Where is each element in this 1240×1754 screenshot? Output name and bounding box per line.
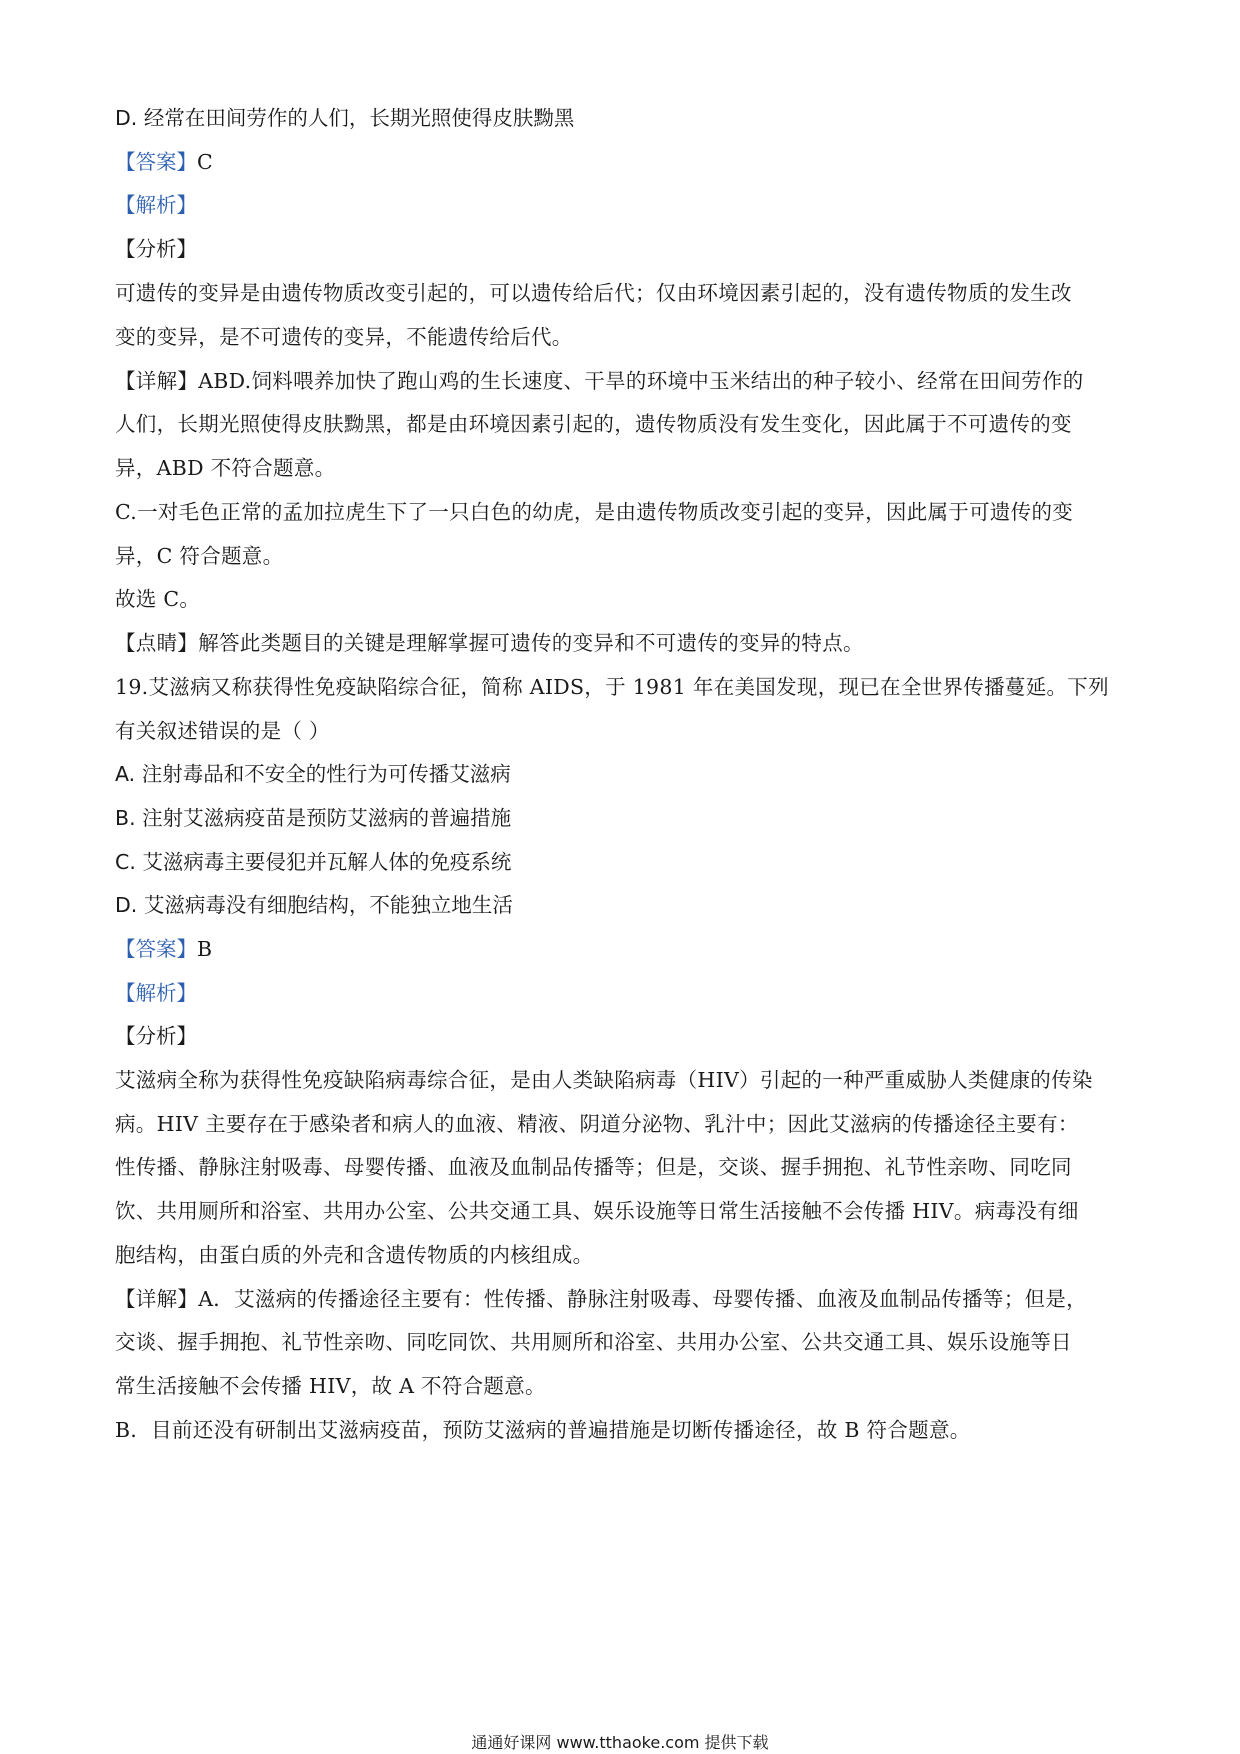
q18-answer bbox=[115, 148, 213, 176]
q19-detail-line: B．目前还没有研制出艾滋病疫苗，预防艾滋病的普遍措施是切断传播途径，故 B 符合题意。 bbox=[115, 1418, 971, 1442]
q19-fenxi-label: 【分析】 bbox=[115, 1024, 197, 1048]
q18-fenxi-label: 【分析】 bbox=[115, 237, 197, 261]
answer-value: C bbox=[197, 150, 213, 174]
q19-stem-line: 19.艾滋病又称获得性免疫缺陷综合征，简称 AIDS，于 1981 年在美国发现，现已在全世界传播蔓延。下列 bbox=[115, 675, 1109, 699]
q19-fenxi-line: 性传播、静脉注射吸毒、母婴传播、血液及血制品传播等；但是，交谈、握手拥抱、礼节性亲吻、同吃同 bbox=[115, 1155, 1072, 1179]
q18-fenxi-line: 变的变异，是不可遗传的变异，不能遗传给后代。 bbox=[115, 325, 573, 349]
q19-fenxi-line: 饮、共用厕所和浴室、共用办公室、公共交通工具、娱乐设施等日常生活接触不会传播 HIV。病毒没有细 bbox=[115, 1199, 1079, 1223]
q18-detail-line: 人们，长期光照使得皮肤黝黑，都是由环境因素引起的，遗传物质没有发生变化，因此属于不可遗传的变 bbox=[115, 412, 1072, 436]
q18-fenxi-line: 可遗传的变异是由遗传物质改变引起的，可以遗传给后代；仅由环境因素引起的，没有遗传物质的发生改 bbox=[115, 281, 1072, 305]
q18-analysis-tag: 【解析】 bbox=[115, 193, 197, 217]
q19-fenxi-line: 胞结构，由蛋白质的外壳和含遗传物质的内核组成。 bbox=[115, 1243, 594, 1267]
q18-detail-line: C.一对毛色正常的孟加拉虎生下了一只白色的幼虎，是由遗传物质改变引起的变异，因此属于可遗传的变 bbox=[115, 500, 1074, 524]
q19-fenxi-line: 艾滋病全称为获得性免疫缺陷病毒综合征，是由人类缺陷病毒（HIV）引起的一种严重威胁人类健康的传染 bbox=[115, 1068, 1093, 1092]
q19-detail-line: 交谈、握手拥抱、礼节性亲吻、同吃同饮、共用厕所和浴室、共用办公室、公共交通工具、娱乐设施等日 bbox=[115, 1330, 1072, 1354]
q19-option-a: A. 注射毒品和不安全的性行为可传播艾滋病 bbox=[115, 762, 511, 786]
q19-option-c: C. 艾滋病毒主要侵犯并瓦解人体的免疫系统 bbox=[115, 850, 512, 874]
q18-detail-line: 异，C 符合题意。 bbox=[115, 544, 284, 568]
q19-analysis-tag: 【解析】 bbox=[115, 981, 197, 1005]
q18-detail-line: 【详解】ABD.饲料喂养加快了跑山鸡的生长速度、干旱的环境中玉米结出的种子较小、经常在田间劳作的 bbox=[115, 369, 1084, 393]
q18-detail-line: 故选 C。 bbox=[115, 587, 201, 611]
answer-value: B bbox=[197, 937, 213, 961]
q19-fenxi-line: 病。HIV 主要存在于感染者和病人的血液、精液、阴道分泌物、乳汁中；因此艾滋病的传播途径主要有： bbox=[115, 1112, 1079, 1136]
q19-option-d: D. 艾滋病毒没有细胞结构，不能独立地生活 bbox=[115, 893, 513, 917]
q18-detail-line: 异，ABD 不符合题意。 bbox=[115, 456, 336, 480]
q19-stem-line: 有关叙述错误的是（ ） bbox=[115, 719, 330, 743]
page-footer: 通通好课网 www.tthaoke.com 提供下载 bbox=[471, 1733, 769, 1752]
q19-detail-line: 常生活接触不会传播 HIV，故 A 不符合题意。 bbox=[115, 1374, 546, 1398]
q18-option-d: D. 经常在田间劳作的人们，长期光照使得皮肤黝黑 bbox=[115, 106, 575, 130]
q19-option-b: B. 注射艾滋病疫苗是预防艾滋病的普遍措施 bbox=[115, 806, 512, 830]
q19-detail-line: 【详解】A．艾滋病的传播途径主要有：性传播、静脉注射吸毒、母婴传播、血液及血制品传播等；但是， bbox=[115, 1287, 1087, 1311]
answer-tag: 【答案】 bbox=[115, 937, 197, 961]
answer-tag: 【答案】 bbox=[115, 150, 197, 174]
q19-answer bbox=[115, 935, 212, 963]
q18-tip: 【点睛】解答此类题目的关键是理解掌握可遗传的变异和不可遗传的变异的特点。 bbox=[115, 631, 864, 655]
